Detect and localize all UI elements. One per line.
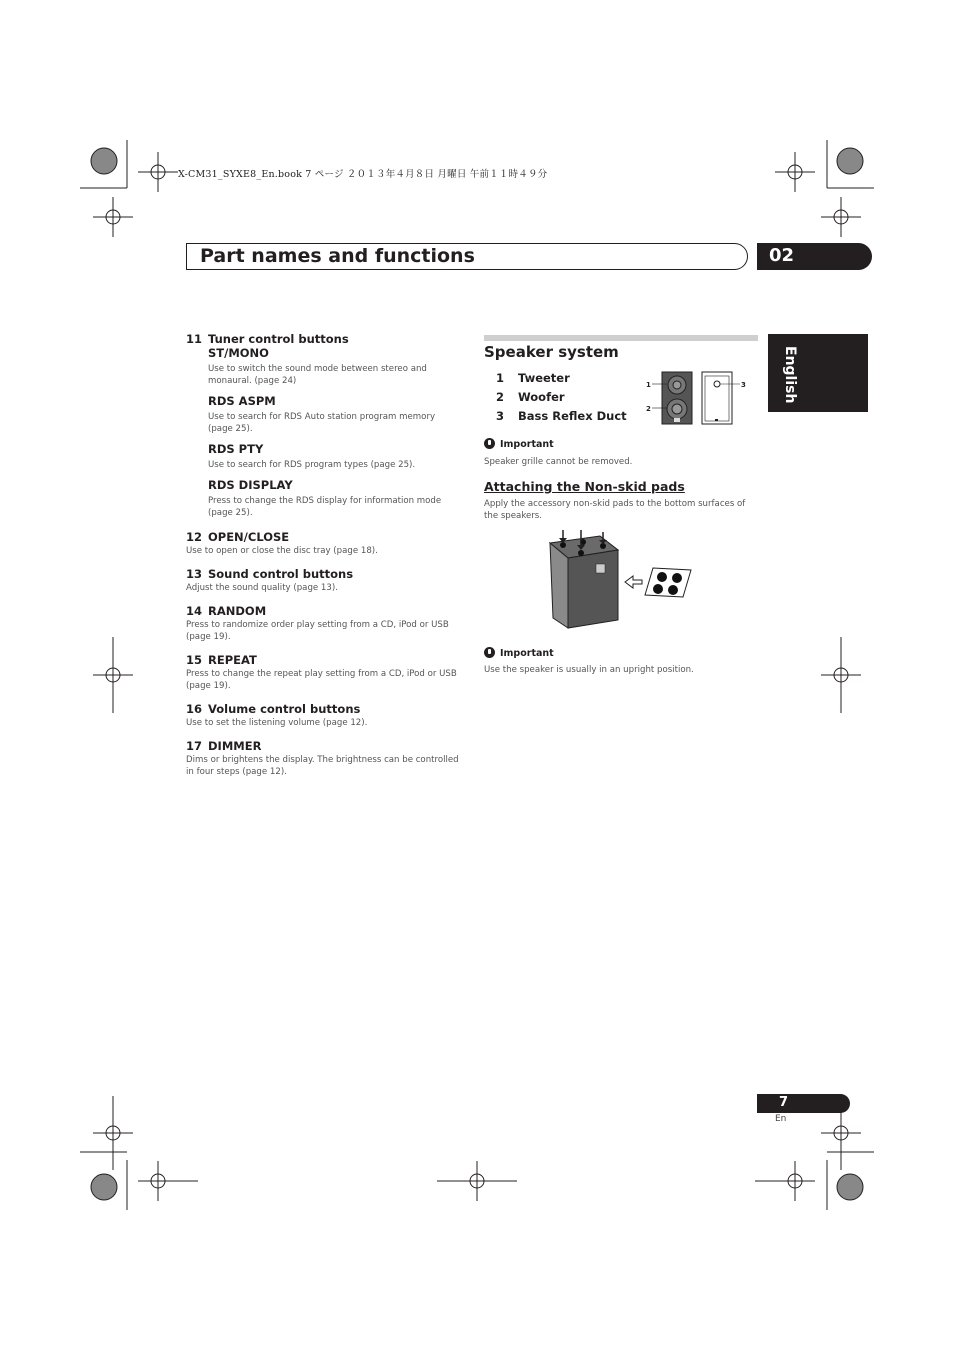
item-label: Bass Reflex Duct: [518, 409, 627, 423]
important-note: [484, 438, 554, 450]
item-number: 1: [496, 371, 505, 385]
item-number: 17: [186, 739, 203, 753]
item-number: 2: [496, 390, 505, 404]
sub-heading: RDS PTY: [208, 442, 264, 456]
sub-description: Use to search for RDS program types (page 25).: [208, 460, 416, 470]
chapter-number: 02: [769, 245, 795, 266]
list-item: [496, 369, 627, 388]
item-label: REPEAT: [208, 653, 257, 667]
item-number: 12: [186, 530, 203, 544]
sub-heading: RDS ASPM: [208, 394, 276, 408]
item-label: Tweeter: [518, 371, 570, 385]
speaker-diagram: [640, 368, 755, 428]
item-number: 16: [186, 702, 203, 716]
important-icon: [484, 647, 495, 658]
important-text: Use the speaker is usually in an upright position.: [484, 665, 694, 675]
item-number: 11: [186, 332, 203, 346]
item-14-heading: [186, 604, 461, 618]
left-column: [186, 332, 461, 788]
important-text: Speaker grille cannot be removed.: [484, 457, 633, 467]
item-label: DIMMER: [208, 739, 262, 753]
item-15-heading: [186, 653, 461, 667]
page-title: Part names and functions: [200, 245, 475, 267]
item-number: 14: [186, 604, 203, 618]
list-item: [496, 407, 627, 426]
item-13-description: Adjust the sound quality (page 13).: [186, 583, 338, 593]
item-number: 3: [496, 409, 505, 423]
item-label: RANDOM: [208, 604, 267, 618]
language-tab: [768, 334, 868, 412]
callout-1: 1: [646, 381, 651, 389]
page-number: 7: [779, 1095, 789, 1110]
item-number: 13: [186, 567, 203, 581]
callout-3: 3: [741, 381, 746, 389]
sub-description: Use to search for RDS Auto station program memory (page 25).: [208, 412, 436, 434]
item-16-heading: [186, 702, 461, 716]
item-label: Tuner control buttons: [208, 332, 349, 346]
item-12-heading: [186, 530, 461, 544]
item-16-description: Use to set the listening volume (page 12).: [186, 718, 368, 728]
item-11-heading: [186, 332, 461, 346]
important-label: Important: [500, 648, 554, 659]
speaker-section-title: Speaker system: [484, 343, 619, 361]
important-icon: [484, 438, 495, 449]
speaker-parts-list: [496, 369, 627, 426]
page-number-badge: [757, 1094, 850, 1113]
sub-heading: ST/MONO: [208, 346, 269, 360]
list-item: [496, 388, 627, 407]
item-label: Woofer: [518, 390, 565, 404]
section-rule: [484, 335, 758, 341]
item-17-description: Dims or brightens the display. The brightness can be controlled in four steps (page 12).: [186, 755, 459, 777]
sub-description: Press to change the RDS display for information mode (page 25).: [208, 496, 442, 518]
print-header: X-CM31_SYXE8_En.book 7 ページ ２０１３年４月８日 月曜日 午前１１時４９分: [178, 169, 548, 180]
item-13-heading: [186, 567, 461, 581]
item-label: OPEN/CLOSE: [208, 530, 290, 544]
pads-section-title: Attaching the Non-skid pads: [484, 479, 685, 494]
item-label: Sound control buttons: [208, 567, 354, 581]
sub-heading: RDS DISPLAY: [208, 478, 293, 492]
language-label: English: [782, 346, 798, 404]
item-label: Volume control buttons: [208, 702, 361, 716]
callout-2: 2: [646, 405, 651, 413]
item-number: 15: [186, 653, 203, 667]
chapter-badge: [757, 243, 872, 270]
important-label: Important: [500, 439, 554, 450]
pads-text: Apply the accessory non-skid pads to the bottom surfaces of the speakers.: [484, 499, 746, 521]
item-15-description: Press to change the repeat play setting from a CD, iPod or USB (page 19).: [186, 669, 457, 691]
item-17-heading: [186, 739, 461, 753]
item-14-description: Press to randomize order play setting from a CD, iPod or USB (page 19).: [186, 620, 449, 642]
sub-description: Use to switch the sound mode between stereo and monaural. (page 24): [208, 364, 427, 386]
item-12-description: Use to open or close the disc tray (page 18).: [186, 546, 378, 556]
important-note: [484, 647, 554, 659]
page-language: En: [775, 1114, 787, 1124]
title-bar: [186, 243, 748, 270]
pads-illustration: [545, 528, 695, 634]
